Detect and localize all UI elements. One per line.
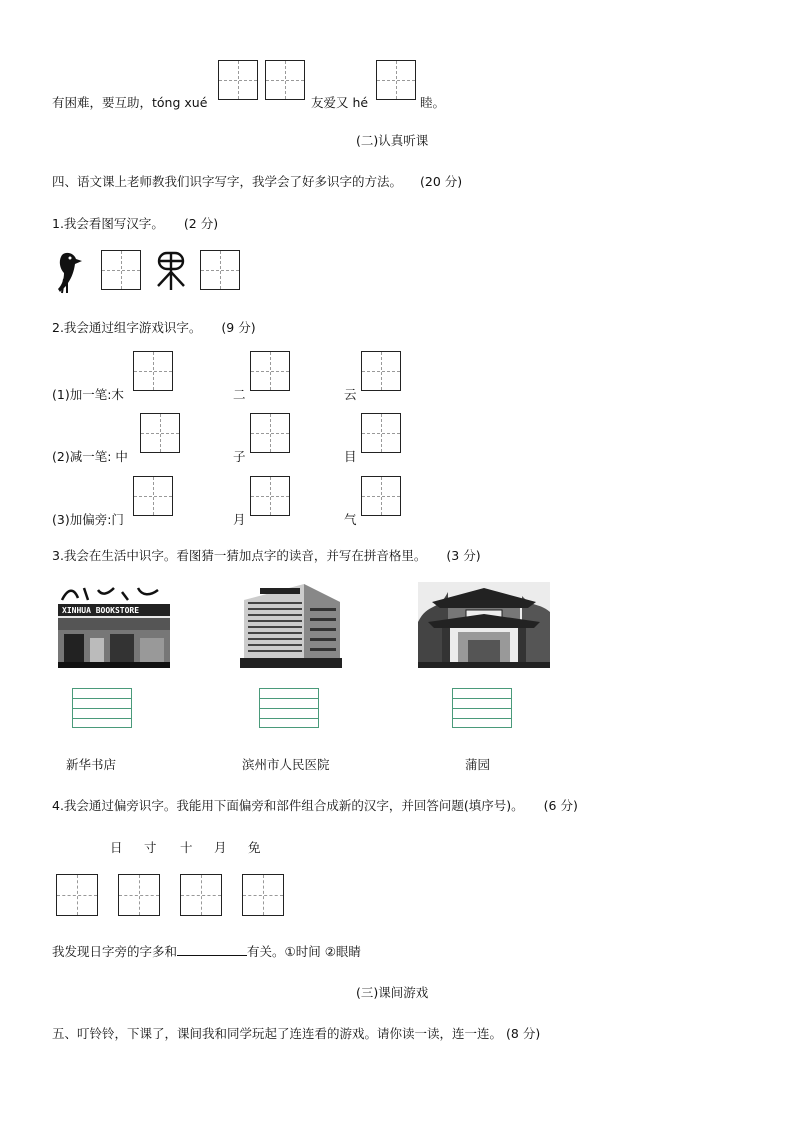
- row-char: 月: [233, 512, 246, 527]
- writing-grid[interactable]: [140, 413, 180, 453]
- row-char: 目: [344, 449, 357, 464]
- question-score: (20 分): [420, 174, 463, 189]
- question-title-text: 3.我会在生活中识字。看图猜一猜加点字的读音，并写在拼音格里。: [52, 548, 427, 563]
- question-4-3-title: [52, 546, 481, 564]
- row-char: 子: [233, 449, 246, 464]
- question-title-text: 五、叮铃铃，下课了，课间我和同学玩起了连连看的游戏。请你读一读，连一连。: [52, 1026, 503, 1041]
- question-4-1-title: [52, 214, 218, 232]
- pinyin-grid[interactable]: [259, 688, 319, 728]
- question-score: (6 分): [543, 798, 578, 813]
- row-label: (3)加偏旁:门: [52, 512, 124, 527]
- writing-grid[interactable]: [101, 250, 141, 290]
- writing-grid[interactable]: [200, 250, 240, 290]
- writing-grid[interactable]: [361, 476, 401, 516]
- component-char: 月: [214, 840, 227, 855]
- writing-grid[interactable]: [133, 351, 173, 391]
- question-score: (2 分): [183, 216, 219, 231]
- question-title-text: 2.我会通过组字游戏识字。: [52, 320, 202, 335]
- writing-grid[interactable]: [265, 60, 305, 100]
- writing-grid[interactable]: [376, 60, 416, 100]
- bird-pictograph-icon: [52, 249, 86, 295]
- pinyin-grid[interactable]: [72, 688, 132, 728]
- component-char: 十: [180, 840, 193, 855]
- question-score: (8 分): [506, 1026, 541, 1041]
- writing-grid[interactable]: [250, 476, 290, 516]
- question-4-title: [52, 172, 462, 190]
- question-5-title: [52, 1024, 540, 1042]
- question-title-text: 4.我会通过偏旁识字。我能用下面偏旁和部件组合成新的汉字，并回答问题(填序号)。: [52, 798, 524, 813]
- writing-grid[interactable]: [242, 874, 284, 916]
- writing-grid[interactable]: [118, 874, 160, 916]
- component-char: 寸: [144, 840, 157, 855]
- row-char: 气: [344, 512, 357, 527]
- pinyin-line-start: 有困难，要互助，tóng xué: [52, 95, 208, 110]
- question-title-text: 四、语文课上老师教我们识字写字，我学会了好多识字的方法。: [52, 174, 403, 189]
- section-title: (二)认真听课: [356, 133, 429, 148]
- section-title: (三)课间游戏: [356, 985, 429, 1000]
- pinyin-grid[interactable]: [452, 688, 512, 728]
- component-char: 免: [248, 840, 261, 855]
- question-score: (3 分): [446, 548, 481, 563]
- fruit-pictograph-icon: [153, 250, 189, 292]
- writing-grid[interactable]: [250, 351, 290, 391]
- writing-grid[interactable]: [56, 874, 98, 916]
- row-char: 云: [344, 387, 357, 402]
- question-4-4-title: [52, 796, 578, 814]
- writing-grid[interactable]: [133, 476, 173, 516]
- photo-caption: 滨州市人民医院: [242, 757, 330, 772]
- question-title-text: 1.我会看图写汉字。: [52, 216, 164, 231]
- writing-grid[interactable]: [361, 351, 401, 391]
- fill-blank-line: [52, 942, 361, 960]
- photo-caption: 新华书店: [66, 757, 117, 772]
- row-char: 二: [233, 387, 246, 402]
- writing-grid[interactable]: [361, 413, 401, 453]
- question-4-2-title: [52, 318, 256, 336]
- component-char: 日: [110, 840, 123, 855]
- writing-grid[interactable]: [180, 874, 222, 916]
- fill-blank-prefix: 我发现日字旁的字多和: [52, 944, 178, 959]
- hospital-photo: [240, 580, 342, 668]
- bookstore-photo: [58, 582, 170, 668]
- fill-blank-suffix: 有关。①时间 ②眼睛: [247, 944, 361, 959]
- pinyin-line-end: 睦。: [420, 95, 446, 110]
- garden-gate-photo: [418, 582, 550, 668]
- bookstore-sign: XINHUA BOOKSTORE: [62, 606, 140, 615]
- photo-caption: 蒲园: [465, 757, 491, 772]
- question-score: (9 分): [221, 320, 256, 335]
- pinyin-line-mid: 友爱又 hé: [311, 95, 369, 110]
- writing-grid[interactable]: [250, 413, 290, 453]
- answer-blank[interactable]: [177, 943, 247, 956]
- writing-grid[interactable]: [218, 60, 258, 100]
- row-label: (2)减一笔: 中: [52, 449, 128, 464]
- row-label: (1)加一笔:木: [52, 387, 124, 402]
